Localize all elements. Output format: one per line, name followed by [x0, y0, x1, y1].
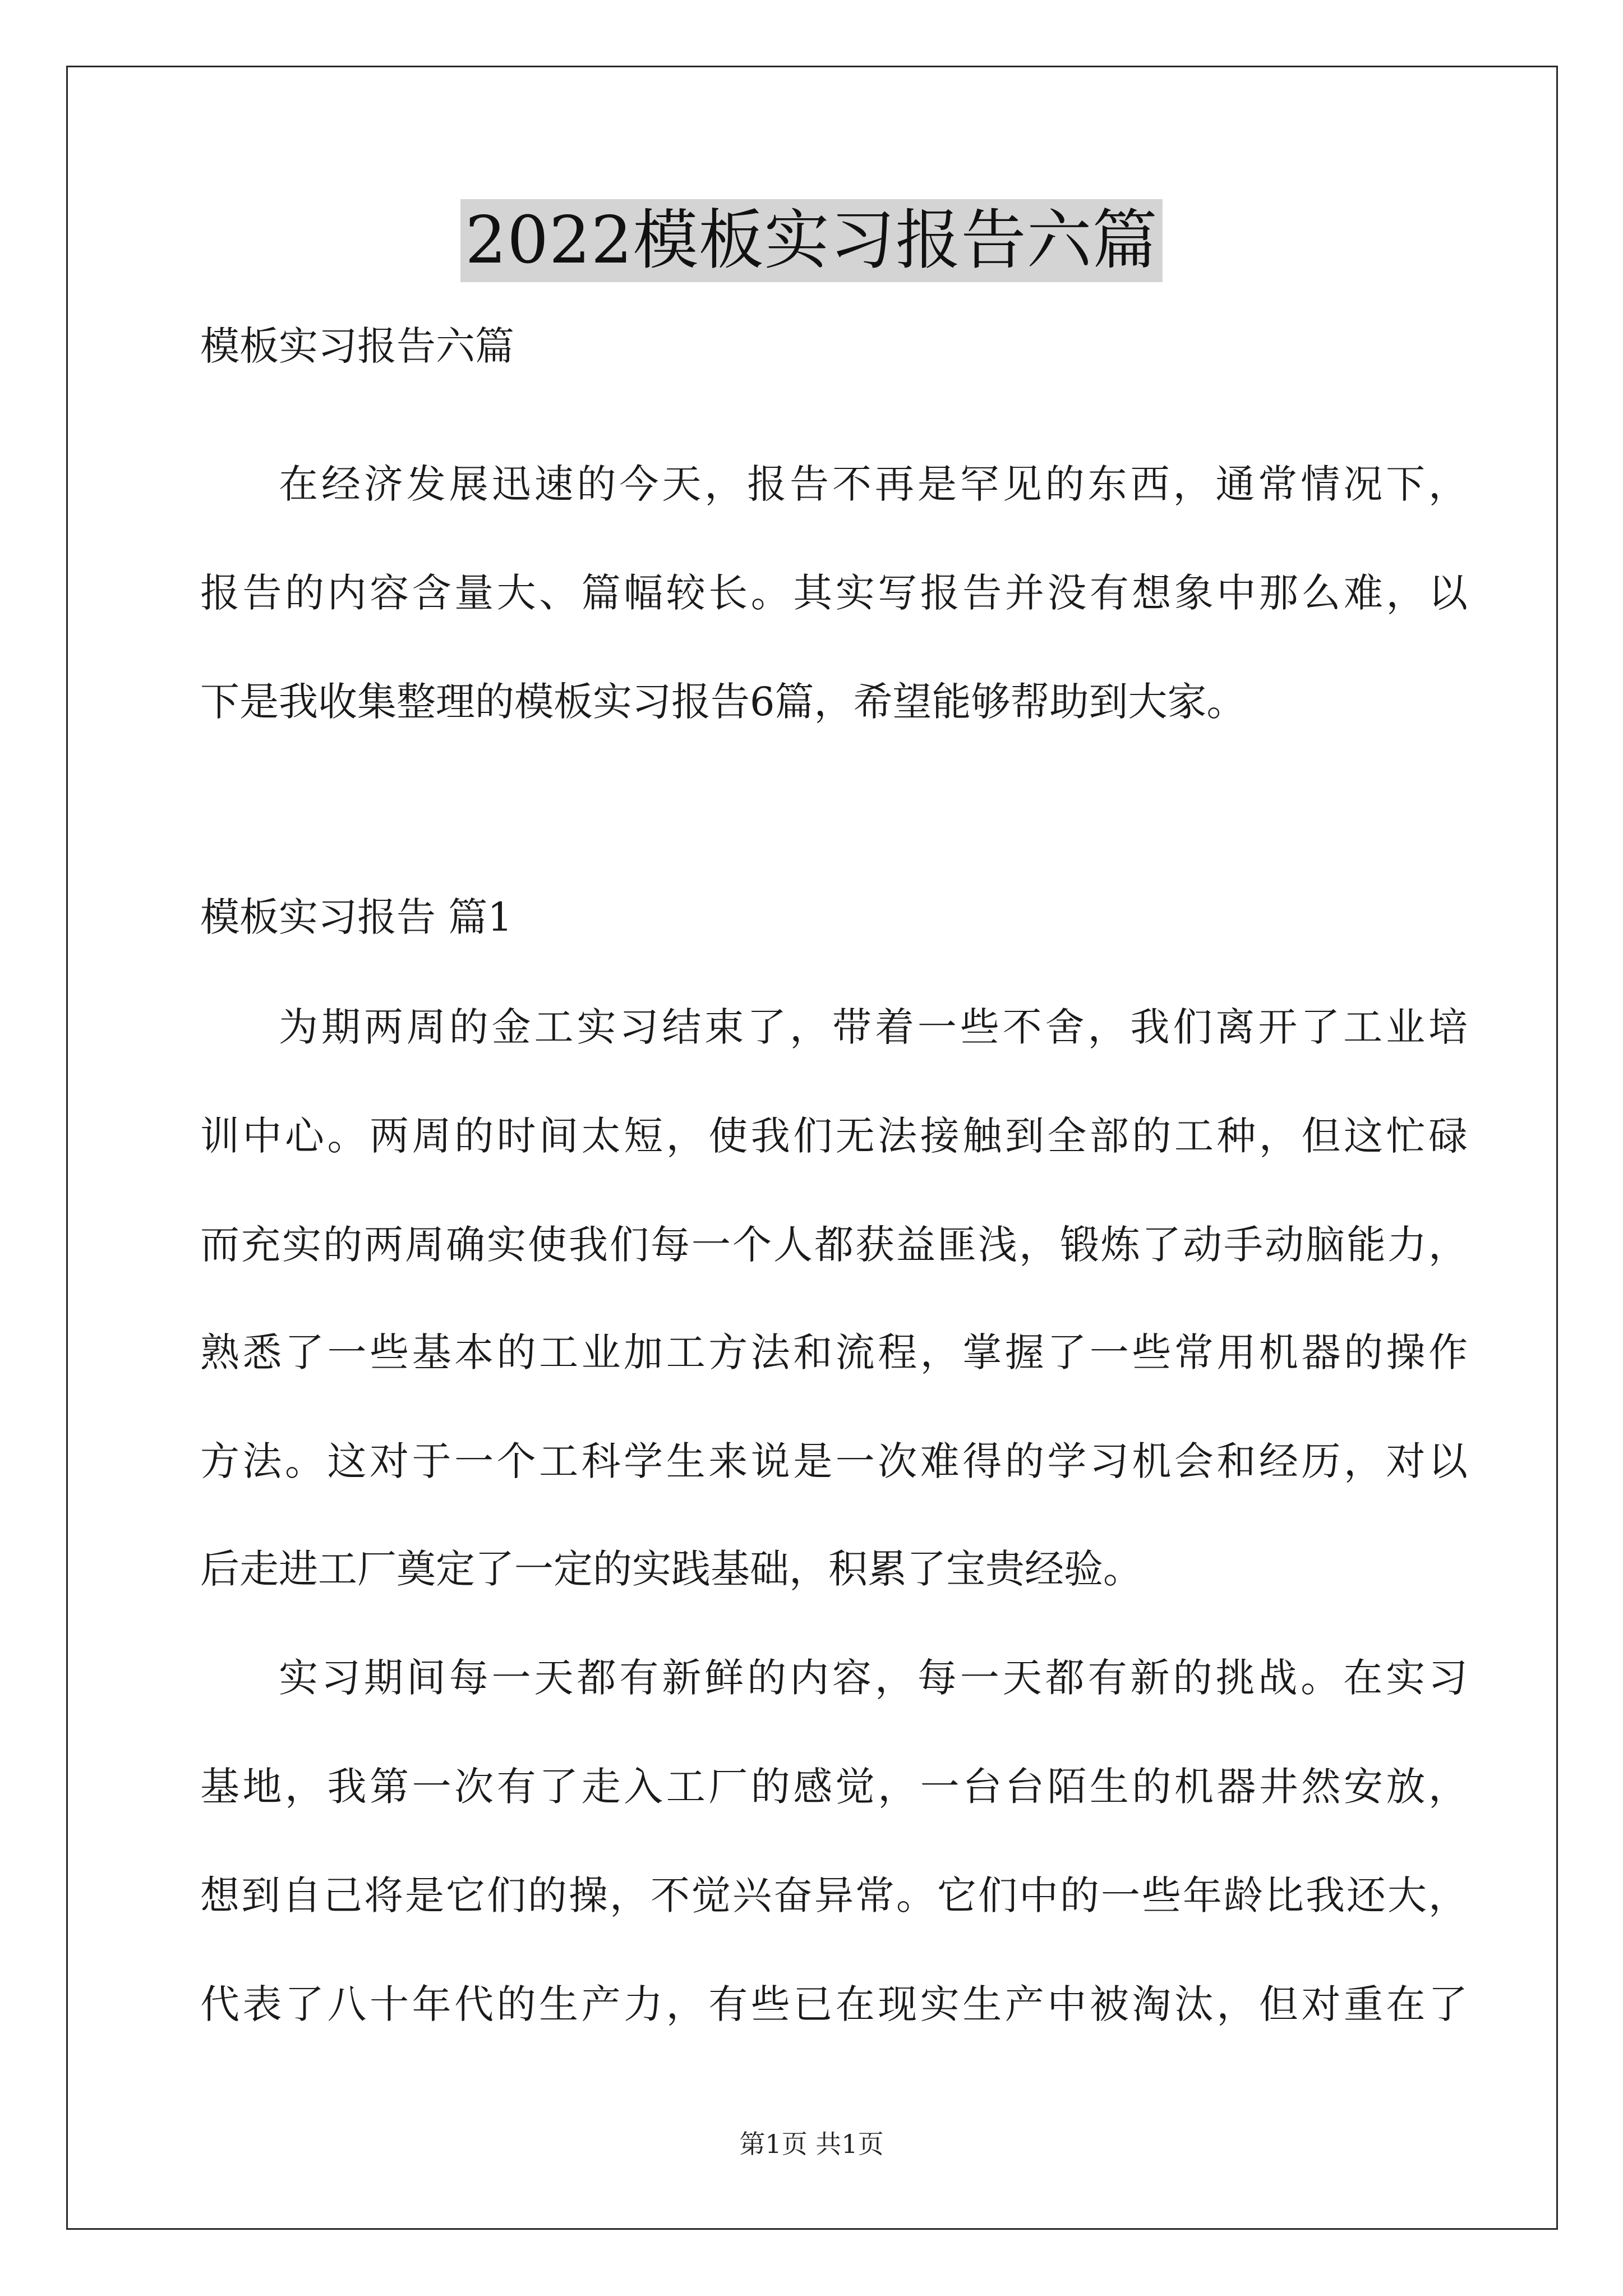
paragraph-line: 代表了八十年代的生产力，有些已在现实生产中被淘汰，但对重在了: [200, 1981, 1468, 2027]
paragraph-line: 实习期间每一天都有新鲜的内容，每一天都有新的挑战。在实习: [279, 1655, 1468, 1701]
intro-line: 下是我收集整理的模板实习报告6篇，希望能够帮助到大家。: [200, 679, 1246, 725]
page-footer: 第1页 共1页: [739, 2129, 884, 2159]
paragraph-line: 基地，我第一次有了走入工厂的感觉，一台台陌生的机器井然安放，: [200, 1764, 1468, 1810]
document-title: 2022模板实习报告六篇: [460, 199, 1162, 282]
paragraph-line: 熟悉了一些基本的工业加工方法和流程，掌握了一些常用机器的操作: [200, 1329, 1468, 1375]
paragraph-line: 方法。这对于一个工科学生来说是一次难得的学习机会和经历，对以: [200, 1438, 1468, 1484]
section-heading: 模板实习报告 篇1: [200, 894, 513, 940]
subtitle: 模板实习报告六篇: [200, 323, 514, 369]
paragraph-line: 为期两周的金工实习结束了，带着一些不舍，我们离开了工业培: [279, 1004, 1468, 1050]
intro-line: 报告的内容含量大、篇幅较长。其实写报告并没有想象中那么难，以: [200, 570, 1468, 616]
paragraph-line: 后走进工厂奠定了一定的实践基础，积累了宝贵经验。: [200, 1546, 1142, 1592]
paragraph-line: 训中心。两周的时间太短，使我们无法接触到全部的工种，但这忙碌: [200, 1113, 1468, 1159]
intro-line: 在经济发展迅速的今天，报告不再是罕见的东西，通常情况下，: [279, 461, 1468, 507]
paragraph-line: 而充实的两周确实使我们每一个人都获益匪浅，锻炼了动手动脑能力，: [200, 1222, 1468, 1268]
title-wrap: [0, 199, 1623, 282]
paragraph-line: 想到自己将是它们的操，不觉兴奋异常。它们中的一些年龄比我还大，: [200, 1872, 1468, 1918]
